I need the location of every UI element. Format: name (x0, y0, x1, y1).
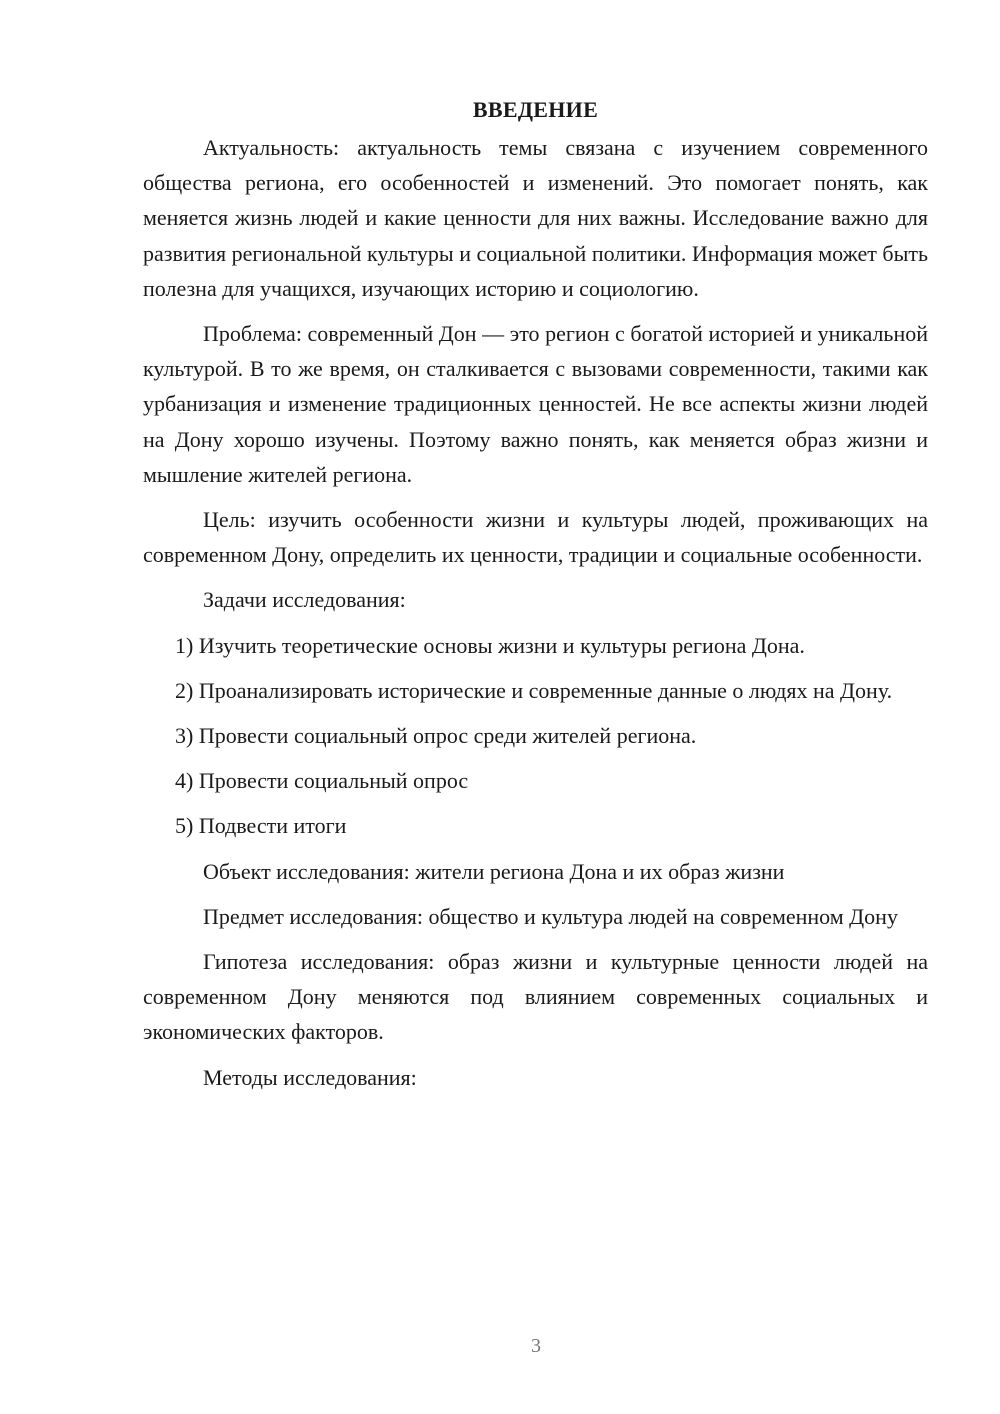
task-item-5: 5) Подвести итоги (175, 813, 347, 839)
section-title: ВВЕДЕНИЕ (472, 97, 599, 122)
page-number: 3 (531, 1335, 541, 1357)
paragraph-goal: Цель: изучить особенности жизни и культуры людей, проживающих на современном Дону, определить их ценности, традиции и социальные особенности. (143, 507, 928, 568)
paragraph-hypothesis: Гипотеза исследования: образ жизни и культурные ценности людей на современном Дону меняются под влиянием современных социальных и экономических факторов. (143, 949, 928, 1045)
tasks-heading: Задачи исследования: (203, 587, 406, 613)
paragraph-subject: Предмет исследования: общество и культура людей на современном Дону (203, 903, 898, 929)
task-item-2: 2) Проанализировать исторические и современные данные о людях на Дону. (175, 677, 893, 703)
methods-heading: Методы исследования: (203, 1064, 417, 1090)
task-item-1: 1) Изучить теоретические основы жизни и культуры региона Дона. (175, 632, 805, 658)
document-page (143, 92, 928, 1105)
task-item-4: 4) Провести социальный опрос (175, 768, 469, 794)
paragraph-relevance: Актуальность: актуальность темы связана с изучением современного общества региона, его особенностей и изменений. Это помогает понять, как меняется жизнь людей и какие ценности для них важны. Исследование важно для развития региональной культуры и социальной политики. Информация может быть полезна для учащихся, изучающих историю и социологию. (143, 135, 928, 301)
paragraph-problem: Проблема: современный Дон — это регион с богатой историей и уникальной культурой. В то же время, он сталкивается с вызовами современности, такими как урбанизация и изменение традиционных ценностей. Не все аспекты жизни людей на Дону хорошо изучены. Поэтому важно понять, как меняется образ жизни и мышление жителей региона. (143, 321, 928, 487)
paragraph-object: Объект исследования: жители региона Дона и их образ жизни (203, 858, 785, 884)
task-item-3: 3) Провести социальный опрос среди жителей региона. (175, 723, 697, 749)
